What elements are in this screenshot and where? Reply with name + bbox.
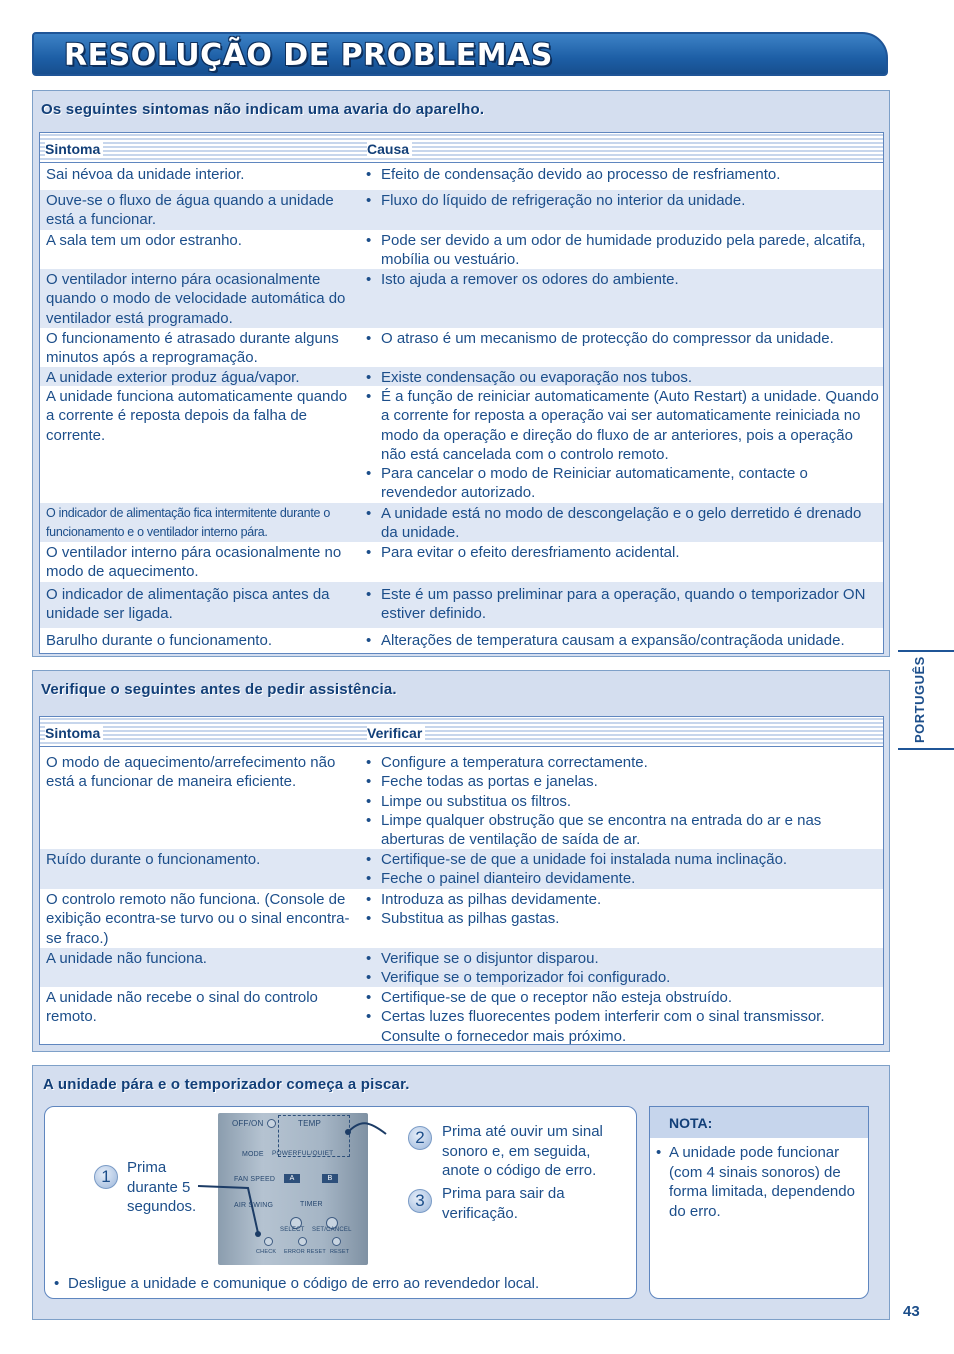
check-text: • Certifique-se de que o receptor não esteja obstruído. — [366, 988, 879, 1007]
symptom-text: A unidade não recebe o sinal do controlo remoto. — [46, 989, 318, 1026]
symptom-text: A unidade não funciona. — [46, 950, 207, 967]
table-row — [40, 269, 883, 328]
table-row — [40, 386, 883, 503]
remote-label: MODE — [242, 1151, 264, 1158]
table-row — [40, 190, 883, 230]
check-text: • Substitua as pilhas gastas. — [366, 909, 879, 928]
footer-instruction: Desligue a unidade e comunique o código de erro ao revendedor local. — [68, 1275, 540, 1292]
symptom-text: A sala tem um odor estranho. — [46, 232, 242, 249]
section-error-heading: A unidade pára e o temporizador começa a piscar. — [43, 1076, 410, 1093]
remote-label: CHECK — [256, 1249, 277, 1255]
symptom-text: Ouve-se o fluxo de água quando a unidade está a funcionar. — [46, 192, 334, 229]
section-symptoms-heading: Os seguintes sintomas não indicam uma avaria do aparelho. — [41, 101, 485, 118]
column-header-symptom: Sintoma — [45, 141, 103, 157]
check-text: • Limpe qualquer obstrução que se encontra na entrada do ar e nas aberturas de ventilação de saída de ar. — [366, 811, 879, 850]
cause-text: • Para cancelar o modo de Reiniciar automaticamente, contacte o revendedor autorizado. — [366, 464, 879, 503]
remote-label: SET/CANCEL — [312, 1227, 352, 1233]
note-text: A unidade pode funcionar (com 4 sinais sonoros) de forma limitada, dependendo do erro. — [669, 1144, 855, 1220]
remote-label: RESET — [330, 1249, 350, 1255]
symptom-text: O ventilador interno pára ocasionalmente no modo de aquecimento. — [46, 544, 342, 581]
check-text: • Limpe ou substitua os filtros. — [366, 792, 879, 811]
check-text: • Configure a temperatura correctamente. — [366, 753, 879, 772]
check-text: • Verifique se o disjuntor disparou. — [366, 949, 879, 968]
cause-text: • É a função de reiniciar automaticamente (Auto Restart) a unidade. Quando a corrente for reposta a operação vai ser automaticamente reiniciada no modo da operação e direção do fluxo de ar anteriores, pois a operação não está cancelada com o controlo remoto. — [366, 387, 879, 464]
symptom-text: O funcionamento é atrasado durante alguns minutos após a reprogramação. — [46, 330, 339, 367]
remote-label: ERROR RESET — [284, 1249, 326, 1255]
symptoms-table — [39, 132, 884, 654]
step-number-1: 1 — [94, 1165, 118, 1189]
section-check-heading: Verifique o seguintes antes de pedir assistência. — [41, 681, 397, 698]
button-a: A — [284, 1174, 300, 1183]
symptom-text: A unidade funciona automaticamente quando a corrente é reposta depois da falha de corrente. — [46, 388, 348, 444]
button-b: B — [322, 1174, 338, 1183]
table-row — [40, 542, 883, 582]
cause-text: • Isto ajuda a remover os odores do ambiente. — [366, 270, 879, 289]
note-bullet: • — [656, 1144, 662, 1161]
step-3-text: Prima para sair da verificação. — [442, 1185, 565, 1222]
page-title: RESOLUÇÃO DE PROBLEMAS — [64, 38, 553, 73]
step-number-2: 2 — [408, 1126, 432, 1150]
remote-label: OFF/ON — [232, 1119, 264, 1128]
table-row — [40, 628, 883, 653]
symptom-text: Sai névoa da unidade interior. — [46, 166, 245, 183]
symptom-text: O modo de aquecimento/arrefecimento não está a funcionar de maneira eficiente. — [46, 754, 336, 791]
step-2-text: Prima até ouvir um sinal sonoro e, em seguida, anote o código de erro. — [442, 1123, 603, 1179]
symptom-text: O indicador de alimentação fica intermitente durante o funcionamento e o ventilador interno pára. — [46, 506, 330, 540]
note-title: NOTA: — [669, 1115, 713, 1131]
cause-text: • O atraso é um mecanismo de protecção do compressor da unidade. — [366, 329, 879, 348]
symptom-text: A unidade exterior produz água/vapor. — [46, 369, 300, 386]
table-header — [40, 133, 883, 163]
check-text: • Feche todas as portas e janelas. — [366, 772, 879, 791]
symptom-text: Ruído durante o funcionamento. — [46, 851, 261, 868]
column-header-symptom: Sintoma — [45, 725, 103, 741]
column-header-check: Verificar — [367, 725, 425, 741]
check-text: • Feche o painel dianteiro devidamente. — [366, 869, 879, 888]
page-number: 43 — [903, 1303, 920, 1320]
table-row — [40, 948, 883, 987]
cause-text: • A unidade está no modo de descongelação e o gelo derretido é drenado da unidade. — [366, 504, 879, 543]
remote-label: FAN SPEED — [234, 1176, 276, 1183]
cause-text: • Alterações de temperatura causam a expansão/contraçãoda unidade. — [366, 631, 879, 650]
table-row — [40, 582, 883, 628]
table-header — [40, 717, 883, 747]
table-row — [40, 849, 883, 889]
check-text: • Certifique-se de que a unidade foi instalada numa inclinação. — [366, 850, 879, 869]
table-row — [40, 230, 883, 269]
cause-text: • Pode ser devido a um odor de humidade produzido pela parede, alcatifa, mobília ou vestuário. — [366, 231, 879, 270]
check-text: • Certas luzes fluorecentes podem interferir com o sinal transmissor. Consulte o fornecedor mais próximo. — [366, 1007, 879, 1046]
check-text: • Introduza as pilhas devidamente. — [366, 890, 879, 909]
callout-lines — [190, 1110, 400, 1250]
table-row — [40, 328, 883, 367]
remote-label: AIR SWING — [234, 1202, 274, 1209]
remote-label: POWERFUL/QUIET — [272, 1150, 334, 1157]
cause-text: • Efeito de condensação devido ao processo de resfriamento. — [366, 165, 879, 184]
cause-text: • Existe condensação ou evaporação nos tubos. — [366, 368, 879, 387]
language-tab-label: PORTUGUÊS — [912, 656, 927, 744]
symptom-text: O controlo remoto não funciona. (Console de exibição econtra-se turvo ou o sinal encontra-se fraco.) — [46, 891, 350, 947]
remote-label: TIMER — [300, 1201, 323, 1208]
table-row — [40, 367, 883, 386]
table-row — [40, 503, 883, 542]
table-row — [40, 752, 883, 849]
remote-label: SELECT — [280, 1227, 305, 1233]
step-1-text: Prima durante 5 segundos. — [127, 1159, 197, 1215]
symptom-text: Barulho durante o funcionamento. — [46, 632, 272, 649]
cause-text: • Para evitar o efeito deresfriamento acidental. — [366, 543, 879, 562]
cause-text: • Este é um passo preliminar para a operação, quando o temporizador ON estiver definido. — [366, 585, 879, 624]
symptom-text: O ventilador interno pára ocasionalmente quando o modo de velocidade automática do ventilador está programado. — [46, 271, 346, 327]
step-number-3: 3 — [408, 1189, 432, 1213]
cause-text: • Fluxo do líquido de refrigeração no interior da unidade. — [366, 191, 879, 210]
table-row — [40, 987, 883, 1044]
column-header-cause: Causa — [367, 141, 412, 157]
check-text: • Verifique se o temporizador foi configurado. — [366, 968, 879, 987]
table-row — [40, 164, 883, 190]
footer-bullet: • — [54, 1275, 60, 1292]
remote-label: TEMP — [298, 1119, 322, 1128]
table-row — [40, 889, 883, 948]
check-table — [39, 716, 884, 1045]
symptom-text: O indicador de alimentação pisca antes da unidade ser ligada. — [46, 586, 330, 623]
